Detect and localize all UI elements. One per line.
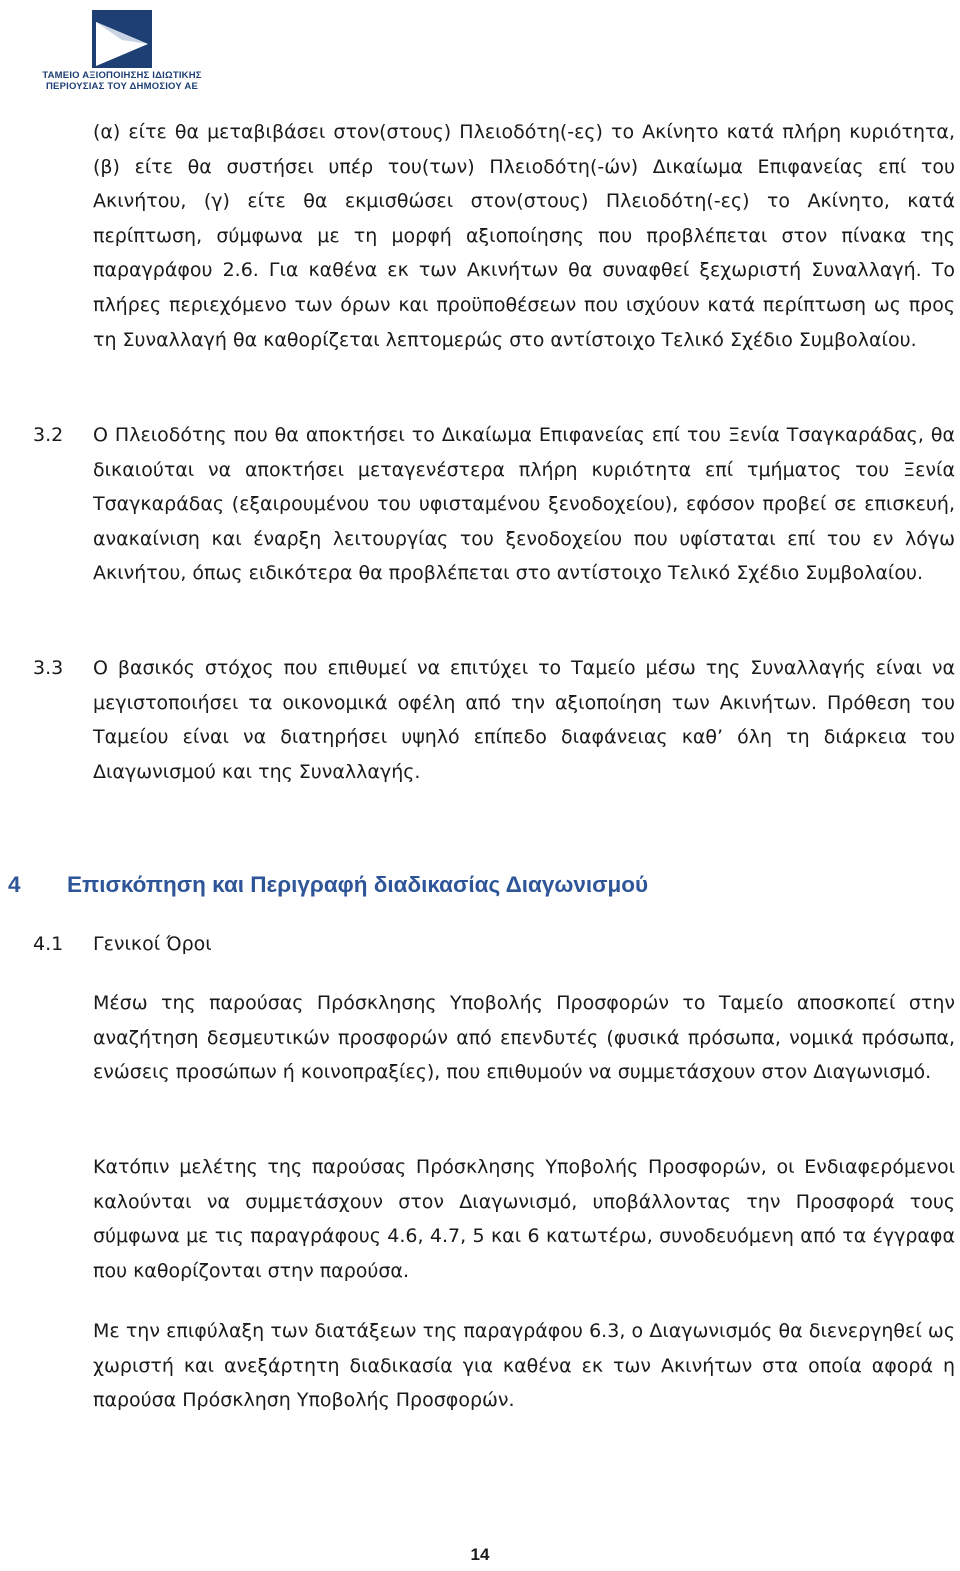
taiped-logo [22,6,222,90]
section-4-1-title: Γενικοί Όροι [93,933,212,955]
section-3-2-text: Ο Πλειοδότης που θα αποκτήσει το Δικαίωμα Επιφανείας επί του Ξενία Τσαγκαράδας, θα δικαιούται να αποκτήσει μεταγενέστερα πλήρη κυριότητα επί τμήματος του Ξενία Τσαγκαράδας (εξαιρουμένου του υφισταμένου ξενοδοχείου), εφόσον προβεί σε επισκευή, ανακαίνιση και έναρξη λειτουργίας του ξενοδοχείου που υφίσταται επί του εν λόγω Ακινήτου, όπως ειδικότερα θα προβλέπεται στο αντίστοιχο Τελικό Σχέδιο Συμβολαίου. [93,424,955,585]
logo-text-line2: ΠΕΡΙΟΥΣΙΑΣ ΤΟΥ ΔΗΜΟΣΙΟΥ ΑΕ [45,81,199,92]
section-4-1-paragraph-2: Κατόπιν μελέτης της παρούσας Πρόσκλησης Υποβολής Προσφορών, οι Ενδιαφερόμενοι καλούνται να συμμετάσχουν στον Διαγωνισμό, υποβάλλοντας την Προσφορά τους σύμφωνα με τις παραγράφους 4.6, 4.7, 5 και 6 κατωτέρω, συνοδευόμενη από τα έγγραφα που καθορίζονται στην παρούσα. [93,1156,955,1282]
section-4-1-paragraph-3: Με την επιφύλαξη των διατάξεων της παραγράφου 6.3, ο Διαγωνισμός θα διενεργηθεί ως χωριστή και ανεξάρτητη διαδικασία για καθένα εκ των Ακινήτων στα οποία αφορά η παρούσα Πρόσκληση Υποβολής Προσφορών. [93,1320,955,1412]
section-3-3-text: Ο βασικός στόχος που επιθυμεί να επιτύχει το Ταμείο μέσω της Συναλλαγής είναι να μεγιστοποιήσει τα οικονομικά οφέλη από την αξιοποίηση των Ακινήτων. Πρόθεση του Ταμείου είναι να διατηρήσει υψηλό επίπεδο διαφάνειας καθ’ όλη τη διάρκεια του Διαγωνισμού και της Συναλλαγής. [93,657,955,783]
section-3-2-number: 3.2 [33,424,64,446]
section-3-3-number: 3.3 [33,657,64,679]
section-4-title: Επισκόπηση και Περιγραφή διαδικασίας Διαγωνισμού [67,872,649,897]
section-4-1-paragraph-1: Μέσω της παρούσας Πρόσκλησης Υποβολής Προσφορών το Ταμείο αποσκοπεί στην αναζήτηση δεσμευτικών προσφορών από επενδυτές (φυσικά πρόσωπα, νομικά πρόσωπα, ενώσεις προσώπων ή κοινοπραξίες), που επιθυμούν να συμμετάσχουν στον Διαγωνισμό. [93,992,955,1084]
logo-text-line1: ΤΑΜΕΙΟ ΑΞΙΟΠΟΙΗΣΗΣ ΙΔΙΩΤΙΚΗΣ [42,70,202,81]
section-4-number: 4 [8,872,21,897]
page-number: 14 [470,1545,490,1564]
intro-paragraph: (α) είτε θα μεταβιβάσει στον(στους) Πλειοδότη(-ες) το Ακίνητο κατά πλήρη κυριότητα, (β) είτε θα συστήσει υπέρ του(των) Πλειοδότη(-ών) Δικαίωμα Επιφανείας επί του Ακινήτου, (γ) είτε θα εκμισθώσει στον(στους) Πλειοδότη(-ες) το Ακίνητο, κατά περίπτωση, σύμφωνα με τη μορφή αξιοποίησης που προβλέπεται στον πίνακα της παραγράφου 2.6. Για καθένα εκ των Ακινήτων θα συναφθεί ξεχωριστή Συναλλαγή. Το πλήρες περιεχόμενο των όρων και προϋποθέσεων που ισχύουν κατά περίπτωση ως προς τη Συναλλαγή θα καθορίζεται λεπτομερώς στο αντίστοιχο Τελικό Σχέδιο Συμβολαίου. [93,121,955,351]
logo-emblem-icon [92,10,152,68]
section-4-1-number: 4.1 [33,933,64,955]
